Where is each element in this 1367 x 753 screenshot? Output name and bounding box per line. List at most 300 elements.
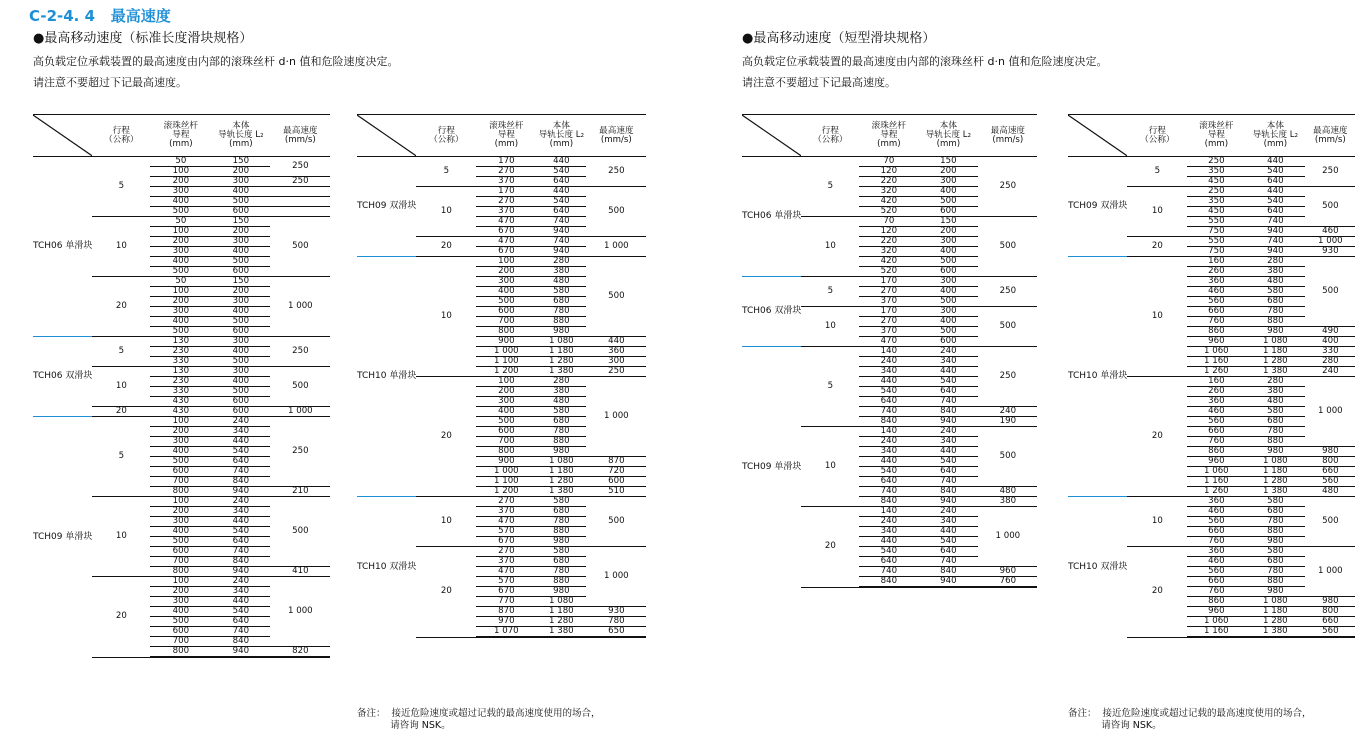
max-speed-value: 1 000 (586, 377, 646, 457)
stroke-value: 660 (1187, 307, 1245, 317)
rail-length-value: 400 (918, 247, 978, 257)
rail-length-value: 840 (918, 407, 978, 417)
stroke-value: 50 (150, 277, 211, 287)
stroke-value: 960 (1187, 337, 1245, 347)
lead-value: 10 (801, 307, 859, 347)
header-rail-length: 本体 导轨长度 L₂ (mm) (1245, 115, 1305, 157)
model-name: TCH06 单滑块 (742, 157, 801, 277)
max-speed-value: 1 000 (1305, 547, 1355, 597)
rail-length-value: 280 (1245, 377, 1305, 387)
rail-length-value: 1 180 (536, 467, 586, 477)
rail-length-value: 680 (536, 557, 586, 567)
speed-table-std-1 (33, 114, 330, 658)
stroke-value: 230 (150, 347, 211, 357)
lead-value: 5 (801, 157, 859, 217)
rail-length-value: 880 (1245, 577, 1305, 587)
stroke-value: 740 (859, 567, 918, 577)
stroke-value: 340 (859, 447, 918, 457)
rail-length-value: 580 (1245, 287, 1305, 297)
section-heading (29, 5, 171, 26)
stroke-value: 700 (150, 477, 211, 487)
stroke-value: 300 (150, 247, 211, 257)
max-speed-value: 490 (1305, 327, 1355, 337)
stroke-value: 370 (476, 207, 536, 217)
stroke-value: 100 (150, 417, 211, 427)
rail-length-value: 600 (918, 267, 978, 277)
right-subtitle: ●最高移动速度（短型滑块规格） (742, 31, 936, 46)
lead-value: 10 (801, 217, 859, 277)
model-name: TCH09 单滑块 (33, 531, 93, 542)
stroke-value: 350 (1187, 197, 1245, 207)
stroke-value: 100 (150, 577, 211, 587)
rail-length-value: 480 (536, 397, 586, 407)
stroke-value: 600 (476, 307, 536, 317)
rail-length-value: 300 (211, 237, 270, 247)
stroke-value: 370 (859, 297, 918, 307)
stroke-value: 170 (476, 157, 536, 167)
max-speed-value: 600 (586, 477, 646, 487)
rail-length-value: 580 (536, 407, 586, 417)
rail-length-value: 600 (918, 207, 978, 217)
rail-length-value: 240 (211, 577, 270, 587)
header-max-speed: 最高速度 (mm/s) (586, 115, 646, 157)
lead-value: 20 (1127, 377, 1187, 497)
stroke-value: 800 (150, 567, 211, 577)
rail-length-value: 680 (1245, 507, 1305, 517)
rail-length-value: 340 (918, 357, 978, 367)
stroke-value: 760 (1187, 437, 1245, 447)
lead-value: 10 (801, 427, 859, 507)
stroke-value: 520 (859, 207, 918, 217)
stroke-value: 750 (1187, 227, 1245, 237)
lead-value: 5 (801, 347, 859, 427)
stroke-value: 740 (859, 487, 918, 497)
rail-length-value: 440 (211, 517, 270, 527)
stroke-value: 500 (476, 297, 536, 307)
rail-length-value: 640 (918, 467, 978, 477)
stroke-value: 520 (859, 267, 918, 277)
stroke-value: 1 060 (1187, 467, 1245, 477)
rail-length-value: 840 (211, 557, 270, 567)
header-max-speed: 最高速度 (mm/s) (270, 115, 330, 157)
max-speed-value: 250 (270, 177, 330, 187)
rail-length-value: 740 (1245, 237, 1305, 247)
rail-length-value: 1 280 (536, 617, 586, 627)
max-speed-value: 1 000 (586, 237, 646, 257)
stroke-value: 300 (150, 307, 211, 317)
rail-length-value: 980 (536, 537, 586, 547)
rail-length-value: 600 (211, 407, 270, 417)
stroke-value: 200 (150, 587, 211, 597)
stroke-value: 400 (150, 527, 211, 537)
max-speed-value: 300 (586, 357, 646, 367)
model-name: TCH10 单滑块 (357, 257, 416, 497)
max-speed-value: 500 (978, 217, 1037, 277)
rail-length-value: 540 (1245, 167, 1305, 177)
rail-length-value: 340 (211, 427, 270, 437)
stroke-value: 240 (859, 517, 918, 527)
model-name: TCH06 单滑块 (33, 157, 92, 337)
rail-length-value: 380 (536, 387, 586, 397)
rail-length-value: 740 (918, 557, 978, 567)
header-stroke: 行程 （公称） (92, 115, 150, 157)
lead-value: 20 (801, 507, 859, 588)
rail-length-value: 580 (1245, 547, 1305, 557)
rail-length-value: 200 (211, 167, 270, 177)
max-speed-value: 960 (978, 567, 1037, 577)
rail-length-value: 200 (211, 227, 270, 237)
lead-value: 5 (1127, 157, 1187, 187)
left-desc-2: 请注意不要超过下记最高速度。 (33, 76, 187, 89)
stroke-value: 500 (150, 207, 211, 217)
max-speed-value: 440 (586, 337, 646, 347)
rail-length-value: 940 (211, 647, 270, 658)
rail-length-value: 780 (536, 567, 586, 577)
rail-length-value: 500 (918, 257, 978, 267)
stroke-value: 100 (476, 257, 536, 267)
stroke-value: 700 (476, 437, 536, 447)
max-speed-value: 250 (978, 157, 1037, 217)
rail-length-value: 400 (211, 307, 270, 317)
stroke-value: 770 (476, 597, 536, 607)
lead-value: 20 (92, 407, 150, 417)
max-speed-value: 510 (586, 487, 646, 497)
rail-length-value: 740 (211, 547, 270, 557)
rail-length-value: 740 (1245, 217, 1305, 227)
stroke-value: 200 (476, 267, 536, 277)
rail-length-value: 740 (918, 477, 978, 487)
rail-length-value: 640 (211, 617, 270, 627)
stroke-value: 1 260 (1187, 367, 1245, 377)
rail-length-value: 540 (1245, 197, 1305, 207)
rail-length-value: 940 (1245, 227, 1305, 237)
rail-length-value: 840 (918, 567, 978, 577)
stroke-value: 960 (1187, 457, 1245, 467)
rail-length-value: 780 (536, 427, 586, 437)
stroke-value: 420 (859, 197, 918, 207)
stroke-value: 960 (1187, 607, 1245, 617)
rail-length-value: 680 (1245, 297, 1305, 307)
table-row (33, 157, 330, 167)
rail-length-value: 840 (211, 637, 270, 647)
rail-length-value: 400 (918, 287, 978, 297)
note-right: 备注： 接近危险速度或超过记载的最高速度使用的场合， 请咨询 NSK。 (1068, 708, 1312, 731)
stroke-value: 170 (476, 187, 536, 197)
stroke-value: 1 070 (476, 627, 536, 638)
rail-length-value: 400 (211, 187, 270, 197)
stroke-value: 140 (859, 347, 918, 357)
stroke-value: 300 (150, 437, 211, 447)
stroke-value: 840 (859, 417, 918, 427)
rail-length-value: 1 180 (536, 607, 586, 617)
max-speed-value: 280 (1305, 357, 1355, 367)
rail-length-value: 780 (536, 517, 586, 527)
max-speed-value (270, 187, 330, 197)
max-speed-value: 760 (978, 577, 1037, 588)
rail-length-value: 1 180 (1245, 467, 1305, 477)
rail-length-value: 980 (1245, 447, 1305, 457)
max-speed-value: 410 (270, 567, 330, 577)
max-speed-value: 1 000 (978, 507, 1037, 567)
stroke-value: 100 (150, 167, 211, 177)
max-speed-value: 330 (1305, 347, 1355, 357)
stroke-value: 800 (150, 647, 211, 658)
rail-length-value: 440 (918, 447, 978, 457)
stroke-value: 300 (476, 397, 536, 407)
stroke-value: 840 (859, 497, 918, 507)
stroke-value: 470 (476, 567, 536, 577)
header-diagonal-line (33, 115, 92, 156)
header-corner (742, 115, 801, 157)
stroke-value: 300 (150, 517, 211, 527)
header-stroke: 行程 （公称） (801, 115, 859, 157)
stroke-value: 450 (1187, 177, 1245, 187)
max-speed-value: 980 (1305, 597, 1355, 607)
stroke-value: 340 (859, 367, 918, 377)
rail-length-value: 440 (211, 597, 270, 607)
rail-length-value: 240 (918, 347, 978, 357)
lead-value: 10 (92, 217, 150, 277)
rail-length-value: 440 (918, 367, 978, 377)
table-row (742, 277, 1037, 287)
rail-length-value: 940 (918, 577, 978, 588)
rail-length-value: 1 380 (1245, 367, 1305, 377)
stroke-value: 240 (859, 357, 918, 367)
stroke-value: 1 000 (476, 347, 536, 357)
header-corner (33, 115, 92, 157)
max-speed-value: 250 (1305, 157, 1355, 187)
stroke-value: 130 (150, 337, 211, 347)
stroke-value: 100 (150, 497, 211, 507)
rail-length-value: 300 (918, 307, 978, 317)
left-subtitle: ●最高移动速度（标准长度滑块规格） (33, 31, 253, 46)
stroke-value: 200 (150, 237, 211, 247)
rail-length-value: 600 (211, 207, 270, 217)
max-speed-value: 240 (978, 407, 1037, 417)
max-speed-value: 500 (1305, 497, 1355, 547)
model-name: TCH06 双滑块 (33, 337, 92, 417)
max-speed-value: 1 000 (1305, 237, 1355, 247)
stroke-value: 370 (859, 327, 918, 337)
stroke-value: 220 (859, 177, 918, 187)
rail-length-value: 740 (536, 237, 586, 247)
lead-value: 10 (92, 497, 150, 577)
table-row (1068, 257, 1355, 267)
stroke-value: 350 (1187, 167, 1245, 177)
max-speed-value: 210 (270, 487, 330, 497)
rail-length-value: 840 (211, 477, 270, 487)
model-name: TCH10 双滑块 (357, 561, 417, 572)
rail-length-value: 640 (536, 207, 586, 217)
max-speed-value: 980 (1305, 447, 1355, 457)
stroke-value: 50 (150, 157, 211, 167)
model-name: TCH10 双滑块 (1068, 561, 1128, 572)
stroke-value: 500 (150, 617, 211, 627)
max-speed-value: 500 (1305, 257, 1355, 327)
stroke-value: 400 (476, 407, 536, 417)
rail-length-value: 740 (536, 217, 586, 227)
rail-length-value: 840 (918, 487, 978, 497)
stroke-value: 440 (859, 377, 918, 387)
max-speed-value: 250 (586, 157, 646, 187)
stroke-value: 430 (150, 407, 211, 417)
rail-length-value: 280 (536, 257, 586, 267)
max-speed-value: 560 (1305, 477, 1355, 487)
header-diagonal-line (1068, 115, 1127, 156)
stroke-value: 670 (476, 537, 536, 547)
rail-length-value: 300 (211, 367, 270, 377)
stroke-value: 460 (1187, 557, 1245, 567)
rail-length-value: 440 (918, 527, 978, 537)
rail-length-value: 240 (211, 497, 270, 507)
rail-length-value: 600 (211, 397, 270, 407)
lead-value: 5 (801, 277, 859, 307)
rail-length-value: 600 (211, 267, 270, 277)
max-speed-value: 500 (270, 497, 330, 567)
header-rail-length: 本体 导轨长度 L₂ (mm) (536, 115, 586, 157)
rail-length-value: 480 (1245, 397, 1305, 407)
rail-length-value: 380 (1245, 267, 1305, 277)
max-speed-value: 660 (1305, 617, 1355, 627)
stroke-value: 840 (859, 577, 918, 588)
stroke-value: 400 (150, 317, 211, 327)
max-speed-value: 870 (586, 457, 646, 467)
stroke-value: 320 (859, 187, 918, 197)
stroke-value: 200 (150, 507, 211, 517)
rail-length-value: 340 (211, 507, 270, 517)
rail-length-value: 150 (211, 157, 270, 167)
stroke-value: 900 (476, 457, 536, 467)
stroke-value: 270 (476, 197, 536, 207)
header-rail-length: 本体 导轨长度 L₂ (mm) (918, 115, 978, 157)
rail-length-value: 1 380 (536, 627, 586, 638)
max-speed-value: 500 (270, 367, 330, 407)
rail-length-value: 150 (918, 157, 978, 167)
rail-length-value: 680 (536, 507, 586, 517)
rail-length-value: 400 (918, 317, 978, 327)
rail-length-value: 540 (918, 377, 978, 387)
stroke-value: 560 (1187, 567, 1245, 577)
stroke-value: 560 (1187, 297, 1245, 307)
header-rail-length: 本体 导轨长度 L₂ (mm) (211, 115, 270, 157)
rail-length-value: 440 (1245, 157, 1305, 167)
stroke-value: 320 (859, 247, 918, 257)
rail-length-value: 340 (918, 517, 978, 527)
rail-length-value: 1 080 (536, 457, 586, 467)
stroke-value: 800 (150, 487, 211, 497)
max-speed-value: 930 (586, 607, 646, 617)
rail-length-value: 680 (1245, 557, 1305, 567)
stroke-value: 800 (476, 327, 536, 337)
stroke-value: 260 (1187, 387, 1245, 397)
rail-length-value: 540 (211, 607, 270, 617)
max-speed-value: 380 (978, 497, 1037, 507)
max-speed-value: 800 (1305, 457, 1355, 467)
stroke-value: 1 160 (1187, 627, 1245, 638)
stroke-value: 540 (859, 547, 918, 557)
rail-length-value: 400 (918, 187, 978, 197)
stroke-value: 600 (150, 547, 211, 557)
stroke-value: 140 (859, 427, 918, 437)
lead-value: 10 (1127, 187, 1187, 237)
rail-length-value: 400 (211, 247, 270, 257)
rail-length-value: 640 (536, 177, 586, 187)
stroke-value: 750 (1187, 247, 1245, 257)
stroke-value: 500 (150, 537, 211, 547)
lead-value: 10 (92, 367, 150, 407)
rail-length-value: 500 (211, 317, 270, 327)
stroke-value: 400 (150, 447, 211, 457)
header-lead: 滚珠丝杆 导程 (mm) (1187, 115, 1245, 157)
max-speed-value: 460 (1305, 227, 1355, 237)
max-speed-value: 500 (1305, 187, 1355, 227)
rail-length-value: 1 180 (1245, 607, 1305, 617)
lead-value: 20 (416, 547, 476, 638)
max-speed-value: 1 000 (270, 407, 330, 417)
stroke-value: 270 (476, 547, 536, 557)
rail-length-value: 150 (211, 217, 270, 227)
rail-length-value: 440 (536, 157, 586, 167)
stroke-value: 500 (150, 457, 211, 467)
rail-length-value: 780 (1245, 427, 1305, 437)
lead-value: 5 (416, 157, 476, 187)
stroke-value: 200 (476, 387, 536, 397)
lead-value: 5 (92, 157, 150, 217)
rail-length-value: 780 (1245, 307, 1305, 317)
stroke-value: 760 (1187, 587, 1245, 597)
stroke-value: 360 (1187, 397, 1245, 407)
rail-length-value: 980 (536, 587, 586, 597)
rail-length-value: 880 (1245, 317, 1305, 327)
rail-length-value: 300 (211, 177, 270, 187)
rail-length-value: 1 080 (536, 597, 586, 607)
rail-length-value: 1 180 (1245, 347, 1305, 357)
table-row (357, 157, 646, 167)
max-speed-value: 930 (1305, 247, 1355, 257)
rail-length-value: 780 (1245, 517, 1305, 527)
stroke-value: 700 (150, 557, 211, 567)
lead-value: 20 (92, 277, 150, 337)
stroke-value: 200 (150, 427, 211, 437)
stroke-value: 560 (1187, 517, 1245, 527)
rail-length-value: 940 (536, 227, 586, 237)
stroke-value: 1 160 (1187, 357, 1245, 367)
max-speed-value: 720 (586, 467, 646, 477)
stroke-value: 220 (859, 237, 918, 247)
table-row (1068, 497, 1355, 507)
rail-length-value: 1 380 (1245, 487, 1305, 497)
rail-length-value: 880 (1245, 527, 1305, 537)
stroke-value: 1 060 (1187, 347, 1245, 357)
stroke-value: 100 (150, 227, 211, 237)
left-desc-1: 高负载定位承载装置的最高速度由内部的滚珠丝杆 d·n 值和危险速度决定。 (33, 55, 399, 68)
table-row (33, 337, 330, 347)
rail-length-value: 500 (211, 387, 270, 397)
stroke-value: 560 (1187, 417, 1245, 427)
max-speed-value: 250 (978, 277, 1037, 307)
rail-length-value: 280 (1245, 257, 1305, 267)
stroke-value: 470 (476, 217, 536, 227)
stroke-value: 800 (476, 447, 536, 457)
rail-length-value: 300 (918, 277, 978, 287)
rail-length-value: 340 (211, 587, 270, 597)
stroke-value: 1 060 (1187, 617, 1245, 627)
stroke-value: 970 (476, 617, 536, 627)
rail-length-value: 540 (536, 167, 586, 177)
stroke-value: 670 (476, 227, 536, 237)
rail-length-value: 440 (1245, 187, 1305, 197)
stroke-value: 130 (150, 367, 211, 377)
